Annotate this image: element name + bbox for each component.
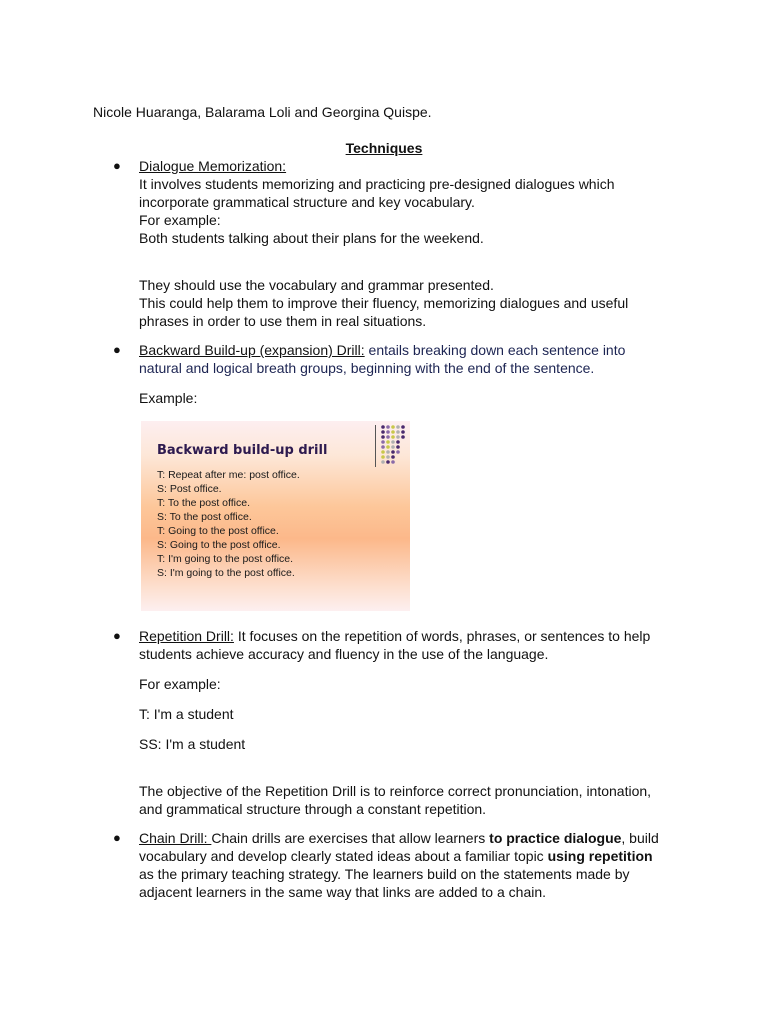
decorative-dot	[391, 440, 395, 444]
decorative-dot	[396, 435, 400, 439]
repetition-drill-block	[139, 627, 669, 818]
decorative-dot	[381, 455, 385, 459]
dialogue-note-2: This could help them to improve their fluency, memorizing dialogues and useful phrases in order to use them in real situations.	[139, 295, 629, 329]
decorative-dot	[386, 450, 390, 454]
decorative-dot	[396, 445, 400, 449]
dialogue-example: Both students talking about their plans for the weekend.	[139, 230, 484, 246]
decorative-dot	[391, 430, 395, 434]
backward-description: entails breaking down each sentence into natural and logical breath groups, beginning with the end of the sentence.	[139, 342, 626, 376]
dialogue-description: It involves students memorizing and practicing pre-designed dialogues which incorporate grammatical structure and key vocabulary.	[139, 176, 615, 210]
chain-drill-block	[139, 829, 669, 901]
decorative-dot	[391, 435, 395, 439]
slide-line: S: Post office.	[157, 483, 222, 495]
decorative-dot	[401, 435, 405, 439]
dialogue-note-1: They should use the vocabulary and grammar presented.	[139, 277, 494, 293]
backward-example-label: Example:	[139, 390, 198, 406]
chain-text-1: Chain drills are exercises that allow learners	[211, 830, 490, 846]
repetition-for-example: For example:	[139, 676, 221, 692]
dialogue-for-example: For example:	[139, 212, 221, 228]
decorative-dot	[396, 440, 400, 444]
decorative-dot	[396, 450, 400, 454]
dialogue-title: Dialogue Memorization:	[139, 158, 287, 174]
slide-dialogue-lines	[157, 468, 300, 580]
slide-title: Backward build-up drill	[157, 443, 328, 458]
decorative-dot	[401, 425, 405, 429]
decorative-dot	[381, 430, 385, 434]
slide-line: T: I'm going to the post office.	[157, 553, 294, 565]
section-heading: Techniques	[345, 140, 423, 156]
decorative-dot	[381, 450, 385, 454]
decorative-dot	[381, 435, 385, 439]
chain-title: Chain Drill:	[139, 830, 212, 846]
slide-divider	[375, 425, 376, 467]
decorative-dot	[381, 440, 385, 444]
chain-bold-2: using repetition	[547, 848, 653, 864]
decorative-dot	[396, 430, 400, 434]
slide-line: S: To the post office.	[157, 511, 252, 523]
bullet-repetition: ●	[113, 628, 121, 643]
bullet-chain: ●	[113, 830, 121, 845]
decorative-dot	[386, 425, 390, 429]
chain-bold-1: to practice dialogue	[489, 830, 622, 846]
decorative-dot	[386, 430, 390, 434]
decorative-dot	[391, 460, 395, 464]
decorative-dot	[401, 430, 405, 434]
repetition-teacher-line: T: I'm a student	[139, 706, 234, 722]
slide-line: T: Going to the post office.	[157, 525, 279, 537]
slide-line: S: I'm going to the post office.	[157, 567, 295, 579]
decorative-dots-icon	[380, 424, 408, 464]
backward-drill-slide-image	[141, 421, 410, 611]
slide-line: S: Going to the post office.	[157, 539, 281, 551]
repetition-objective: The objective of the Repetition Drill is to reinforce correct pronunciation, intonation, and grammatical structure through a constant repetition.	[139, 783, 652, 817]
slide-line: T: Repeat after me: post office.	[157, 469, 300, 481]
repetition-students-line: SS: I'm a student	[139, 736, 246, 752]
decorative-dot	[391, 455, 395, 459]
repetition-title: Repetition Drill:	[139, 628, 234, 644]
decorative-dot	[381, 460, 385, 464]
decorative-dot	[396, 425, 400, 429]
decorative-dot	[386, 460, 390, 464]
authors-line: Nicole Huaranga, Balarama Loli and Georgina Quispe.	[93, 104, 432, 120]
bullet-backward: ●	[113, 342, 121, 357]
decorative-dot	[391, 425, 395, 429]
backward-title: Backward Build-up (expansion) Drill:	[139, 342, 365, 358]
decorative-dot	[386, 445, 390, 449]
decorative-dot	[386, 435, 390, 439]
chain-text-2: , build vocabulary and develop clearly stated ideas about a familiar topic	[139, 830, 659, 864]
decorative-dot	[386, 440, 390, 444]
decorative-dot	[391, 445, 395, 449]
decorative-dot	[386, 455, 390, 459]
backward-drill-block	[139, 341, 669, 407]
repetition-description: It focuses on the repetition of words, phrases, or sentences to help students achieve accuracy and fluency in the use of the language.	[139, 628, 651, 662]
dialogue-memorization-block	[139, 157, 669, 330]
decorative-dot	[381, 425, 385, 429]
chain-text-3: as the primary teaching strategy. The learners build on the statements made by adjacent learners in the same way that links are added to a chain.	[139, 866, 630, 900]
decorative-dot	[391, 450, 395, 454]
decorative-dot	[381, 445, 385, 449]
bullet-dialogue: ●	[113, 158, 121, 173]
slide-line: T: To the post office.	[157, 497, 251, 509]
